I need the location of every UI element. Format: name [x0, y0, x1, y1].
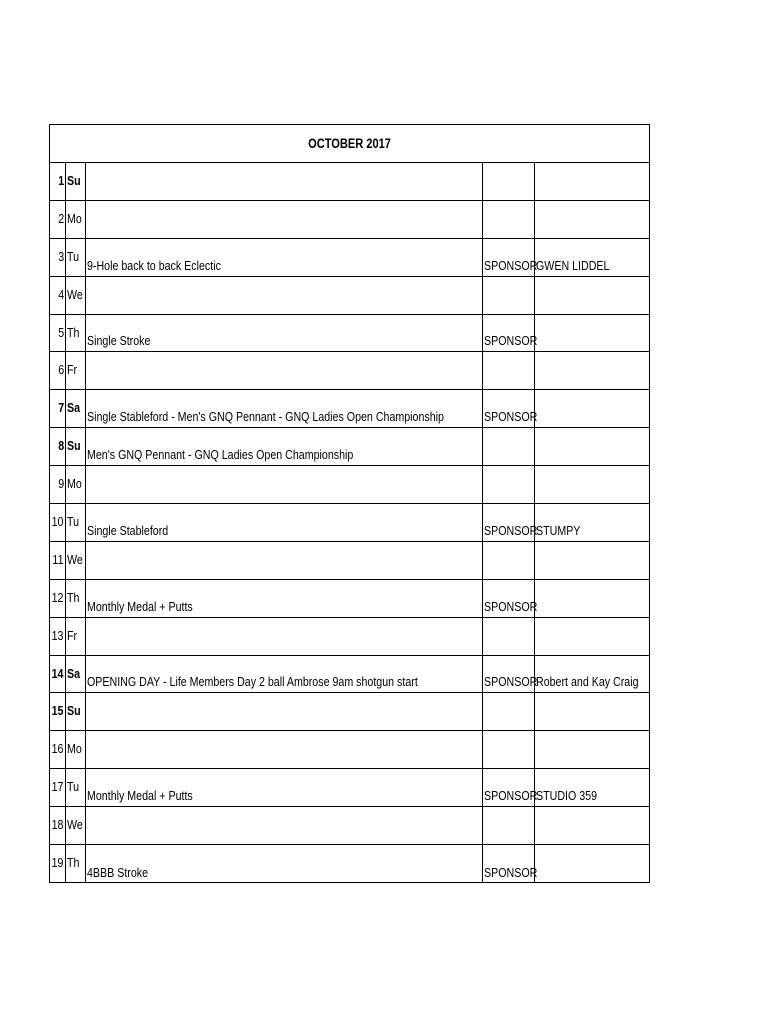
weekday-cell — [66, 428, 86, 465]
weekday: We — [66, 817, 83, 833]
day-number-cell — [50, 693, 66, 730]
sponsor-cell — [483, 542, 536, 579]
day-number: 13 — [52, 627, 64, 643]
day-number: 11 — [52, 551, 64, 567]
weekday-cell — [66, 656, 86, 693]
sponsor-text: SPONSOR — [483, 864, 537, 880]
weekday: Sa — [66, 665, 80, 681]
event-text: Monthly Medal + Putts — [86, 598, 193, 614]
day-number-cell — [50, 656, 66, 693]
day-number-cell — [50, 239, 66, 276]
event-cell — [86, 315, 483, 352]
table-row — [50, 352, 649, 390]
event-cell — [86, 618, 483, 655]
sponsor-cell — [483, 845, 536, 883]
calendar-sheet — [49, 124, 650, 883]
weekday: Tu — [66, 514, 80, 530]
day-number-cell — [50, 466, 66, 503]
event-text: 4BBB Stroke — [86, 864, 148, 880]
day-number-cell — [50, 845, 66, 883]
sponsor-name-cell — [535, 201, 649, 238]
weekday-cell — [66, 201, 86, 238]
table-row — [50, 277, 649, 315]
sponsor-name-cell — [535, 390, 649, 427]
sponsor-name: GWEN LIDDEL — [536, 257, 610, 273]
event-text: OPENING DAY - Life Members Day 2 ball Ambrose 9am shotgun start — [86, 674, 418, 690]
sponsor-text: SPONSOR — [483, 522, 537, 538]
table-row — [50, 239, 649, 277]
sponsor-cell — [483, 731, 536, 768]
weekday-cell — [66, 504, 86, 541]
sponsor-name-cell — [535, 352, 649, 389]
weekday-cell — [66, 315, 86, 352]
weekday-cell — [66, 845, 86, 883]
table-row — [50, 769, 649, 807]
day-number: 7 — [58, 400, 64, 416]
sponsor-text: SPONSOR — [483, 409, 537, 425]
weekday-cell — [66, 580, 86, 617]
event-cell — [86, 542, 483, 579]
sponsor-name-cell — [535, 656, 649, 693]
weekday: We — [66, 551, 83, 567]
day-number: 16 — [52, 741, 64, 757]
weekday-cell — [66, 352, 86, 389]
sponsor-name-cell — [535, 163, 649, 200]
day-number: 4 — [58, 286, 64, 302]
day-number: 14 — [52, 665, 64, 681]
sponsor-text: SPONSOR — [483, 257, 537, 273]
event-text: Men's GNQ Pennant - GNQ Ladies Open Championship — [86, 447, 354, 463]
weekday: Th — [66, 589, 80, 605]
weekday: Mo — [66, 210, 82, 226]
event-text: Single Stroke — [86, 333, 151, 349]
sponsor-text: SPONSOR — [483, 333, 537, 349]
sponsor-name-cell — [535, 807, 649, 844]
event-cell — [86, 428, 483, 465]
sponsor-name-cell — [535, 315, 649, 352]
sponsor-text: SPONSOR — [483, 788, 537, 804]
sponsor-text: SPONSOR — [483, 598, 537, 614]
sponsor-cell — [483, 504, 536, 541]
sponsor-name-cell — [535, 618, 649, 655]
sponsor-name-cell — [535, 239, 649, 276]
weekday-cell — [66, 807, 86, 844]
weekday: Su — [66, 438, 81, 454]
weekday-cell — [66, 390, 86, 427]
sponsor-cell — [483, 428, 536, 465]
weekday: Sa — [66, 400, 80, 416]
sponsor-cell — [483, 163, 536, 200]
day-number: 9 — [58, 476, 64, 492]
event-cell — [86, 201, 483, 238]
weekday: Su — [66, 173, 81, 188]
weekday: Th — [66, 324, 80, 340]
title-row — [50, 125, 649, 163]
weekday: Tu — [66, 248, 80, 264]
day-number-cell — [50, 807, 66, 844]
page-title: OCTOBER 2017 — [308, 136, 391, 151]
table-row — [50, 390, 649, 428]
weekday: Mo — [66, 476, 82, 492]
event-cell — [86, 277, 483, 314]
day-number-cell — [50, 163, 66, 200]
day-number-cell — [50, 201, 66, 238]
sponsor-cell — [483, 618, 536, 655]
event-cell — [86, 239, 483, 276]
calendar-rows — [50, 163, 649, 883]
event-cell — [86, 769, 483, 806]
weekday: We — [66, 286, 83, 302]
table-row — [50, 504, 649, 542]
day-number-cell — [50, 542, 66, 579]
sponsor-cell — [483, 656, 536, 693]
event-text: Monthly Medal + Putts — [86, 788, 193, 804]
day-number: 8 — [58, 438, 64, 454]
table-row — [50, 580, 649, 618]
weekday: Su — [66, 703, 81, 719]
sponsor-name: STUDIO 359 — [536, 788, 598, 804]
sponsor-name-cell — [535, 769, 649, 806]
weekday-cell — [66, 163, 86, 200]
event-cell — [86, 580, 483, 617]
day-number: 5 — [58, 324, 64, 340]
weekday: Mo — [66, 741, 82, 757]
event-cell — [86, 656, 483, 693]
sponsor-cell — [483, 352, 536, 389]
table-row — [50, 201, 649, 239]
sponsor-cell — [483, 277, 536, 314]
sponsor-cell — [483, 693, 536, 730]
sponsor-cell — [483, 807, 536, 844]
day-number: 17 — [52, 779, 64, 795]
sponsor-text: SPONSOR — [483, 674, 537, 690]
weekday: Th — [66, 855, 80, 871]
sponsor-name: STUMPY — [536, 522, 581, 538]
sponsor-cell — [483, 239, 536, 276]
sponsor-name-cell — [535, 580, 649, 617]
event-text: Single Stableford - Men's GNQ Pennant - GNQ Ladies Open Championship — [86, 409, 444, 425]
day-number-cell — [50, 352, 66, 389]
weekday-cell — [66, 731, 86, 768]
table-row — [50, 428, 649, 466]
sponsor-cell — [483, 315, 536, 352]
event-cell — [86, 693, 483, 730]
table-row — [50, 466, 649, 504]
sponsor-name-cell — [535, 277, 649, 314]
event-cell — [86, 352, 483, 389]
event-text: Single Stableford — [86, 522, 169, 538]
day-number-cell — [50, 428, 66, 465]
weekday-cell — [66, 466, 86, 503]
table-row — [50, 807, 649, 845]
table-row — [50, 693, 649, 731]
day-number-cell — [50, 390, 66, 427]
sponsor-name-cell — [535, 731, 649, 768]
sponsor-cell — [483, 580, 536, 617]
day-number: 3 — [58, 248, 64, 264]
day-number-cell — [50, 277, 66, 314]
day-number: 2 — [58, 210, 64, 226]
day-number-cell — [50, 504, 66, 541]
table-row — [50, 731, 649, 769]
sponsor-cell — [483, 466, 536, 503]
weekday-cell — [66, 239, 86, 276]
weekday: Fr — [66, 627, 78, 643]
sponsor-name-cell — [535, 845, 649, 883]
day-number: 18 — [52, 817, 64, 833]
sponsor-name-cell — [535, 542, 649, 579]
sponsor-name-cell — [535, 466, 649, 503]
weekday: Tu — [66, 779, 80, 795]
sponsor-name: Robert and Kay Craig — [536, 674, 639, 690]
day-number-cell — [50, 580, 66, 617]
sponsor-cell — [483, 201, 536, 238]
event-cell — [86, 390, 483, 427]
weekday-cell — [66, 618, 86, 655]
day-number-cell — [50, 769, 66, 806]
weekday-cell — [66, 277, 86, 314]
weekday-cell — [66, 769, 86, 806]
day-number: 15 — [52, 703, 64, 719]
sponsor-cell — [483, 390, 536, 427]
event-cell — [86, 504, 483, 541]
event-cell — [86, 845, 483, 883]
weekday: Fr — [66, 362, 78, 378]
weekday-cell — [66, 542, 86, 579]
event-cell — [86, 466, 483, 503]
sponsor-cell — [483, 769, 536, 806]
table-row — [50, 542, 649, 580]
day-number-cell — [50, 731, 66, 768]
table-row — [50, 315, 649, 353]
day-number-cell — [50, 315, 66, 352]
table-row — [50, 618, 649, 656]
day-number: 12 — [52, 589, 64, 605]
sponsor-name-cell — [535, 504, 649, 541]
event-cell — [86, 807, 483, 844]
weekday-cell — [66, 693, 86, 730]
event-text: 9-Hole back to back Eclectic — [86, 257, 221, 273]
day-number-cell — [50, 618, 66, 655]
sponsor-name-cell — [535, 428, 649, 465]
day-number: 10 — [52, 514, 64, 530]
event-cell — [86, 731, 483, 768]
day-number: 1 — [58, 173, 64, 188]
sponsor-name-cell — [535, 693, 649, 730]
table-row — [50, 163, 649, 201]
day-number: 6 — [58, 362, 64, 378]
table-row — [50, 656, 649, 694]
table-row — [50, 845, 649, 883]
event-cell — [86, 163, 483, 200]
day-number: 19 — [52, 855, 64, 871]
